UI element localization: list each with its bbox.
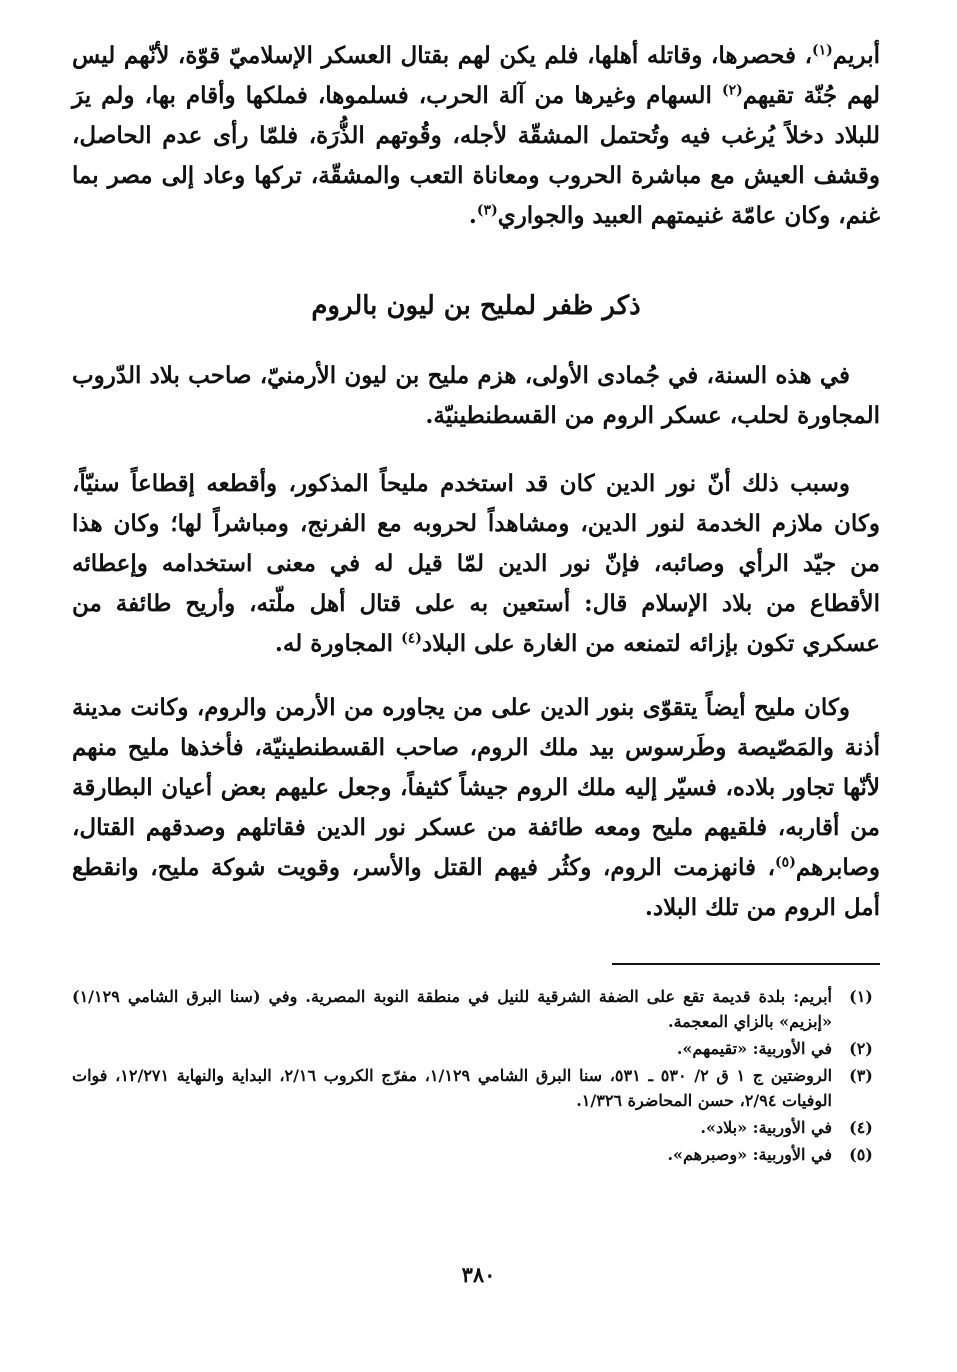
footnote xyxy=(72,984,890,1034)
intro-text-part2: ، فحصرها، وقاتله أهلها، فلم يكن لهم بقتال العسكر الإسلاميّ قوّة، لأنّهم ليس لهم جُنّة تقيهم xyxy=(72,42,880,109)
footnote-ref-2: (٢) xyxy=(721,82,743,99)
footnotes xyxy=(72,984,890,1169)
footnote-number: (٤) xyxy=(849,1118,873,1137)
footnote xyxy=(72,1115,890,1140)
footnote-ref-3: (٣) xyxy=(476,202,498,219)
paragraph-3-part1: وكان مليح أيضاً يتقوّى بنور الدين على من يجاوره من الأرمن والروم، وكانت مدينة أذنة والمَصّيصة وطَرسوس بيد ملك الروم، صاحب القسطنطينيّة، فأخذها مليح منهم لأنّها تجاور بلاده، فسيّر إليه ملك الروم جيشاً كثيفاً، وجعل عليهم بعض أعيان البطارقة من أقاربه، فلقيهم مليح ومعه طائفة من عسكر نور الدين فقاتلهم وصدقهم القتال، وصابرهم xyxy=(72,694,880,881)
footnote-text: في الأوربية: «وصبرهم». xyxy=(667,1145,832,1164)
footnote-ref-4: (٤) xyxy=(401,630,422,647)
paragraph-2-part2: المجاورة له. xyxy=(274,630,402,657)
footnote-text: الروضتين ج ١ ق ٢/ ٥٣٠ ـ ٥٣١، سنا البرق الشامي ١/١٢٩، مفرّج الكروب ٢/١٦، البداية والنهاية ١٢/٢٧١، فوات الوفيات ٢/٩٤، حسن المحاضرة ١/٣٢٦. xyxy=(72,1066,833,1110)
footnote-ref-1: (١) xyxy=(812,42,833,59)
footnote-text: في الأوربية: «تقيمهم». xyxy=(676,1039,832,1058)
footnote-separator xyxy=(612,963,880,965)
footnote-number: (٣) xyxy=(849,1066,873,1085)
paragraph-3 xyxy=(72,688,880,928)
footnote-text: في الأوربية: «بلاد». xyxy=(700,1118,832,1137)
intro-text-part4: . xyxy=(468,202,477,229)
paragraph-2 xyxy=(72,464,880,664)
footnote-number: (١) xyxy=(849,987,873,1006)
footnote xyxy=(72,1063,890,1113)
footnote-text: أبريم: بلدة قديمة تقع على الضفة الشرقية للنيل في منطقة النوبة المصرية. وفي (سنا البرق الشامي ١/١٢٩) «إبزيم» بالزاي المعجمة. xyxy=(72,987,832,1031)
footnote-number: (٥) xyxy=(849,1145,873,1164)
intro-text-part1: أبريم xyxy=(832,42,880,69)
footnote-ref-5: (٥) xyxy=(775,854,796,871)
intro-text-part3: السهام وغيرها من آلة الحرب، فسلموها، فملكها وأقام بها، ولم يرَ للبلاد دخلاً يُرغب فيه وتُحتمل المشقّة لأجله، وقُوتهم الذُّرَة، فلمّا رأى عدم الحاصل، وقشف العيش مع مباشرة الحروب ومعاناة التعب والمشقّة، تركها وعاد إلى مصر بما غنم، وكان عامّة غنيمتهم العبيد والجواري xyxy=(72,82,880,229)
intro-paragraph xyxy=(72,36,880,236)
paragraph-2-part1: وسبب ذلك أنّ نور الدين كان قد استخدم مليحاً المذكور، وأقطعه إقطاعاً سنيّاً، وكان ملازم الخدمة لنور الدين، ومشاهداً لحروبه مع الفرنج، ومباشراً لها؛ وكان هذا من جيّد الرأي وصائبه، فإنّ نور الدين لمّا قيل له في معنى استخدامه وإعطائه الأقطاع من بلاد الإسلام قال: أستعين به على قتال أهل ملّته، وأريح طائفة من عسكري تكون بإزائه لتمنعه من الغارة على البلاد xyxy=(72,470,880,657)
footnote xyxy=(72,1036,890,1061)
footnote-number: (٢) xyxy=(849,1039,873,1058)
section-heading: ذكر ظفر لمليح بن ليون بالروم xyxy=(311,291,641,321)
paragraph-3-part2: ، فانهزمت الروم، وكثُر فيهم القتل والأسر، وقويت شوكة مليح، وانقطع أمل الروم من تلك البلاد. xyxy=(72,854,880,921)
paragraph-1: في هذه السنة، في جُمادى الأولى، هزم مليح بن ليون الأرمنيّ، صاحب بلاد الدّروب المجاورة لحلب، عسكر الروم من القسطنطينيّة. xyxy=(72,362,880,429)
footnote xyxy=(72,1142,890,1167)
page-number: ٣٨٠ xyxy=(461,1262,496,1287)
